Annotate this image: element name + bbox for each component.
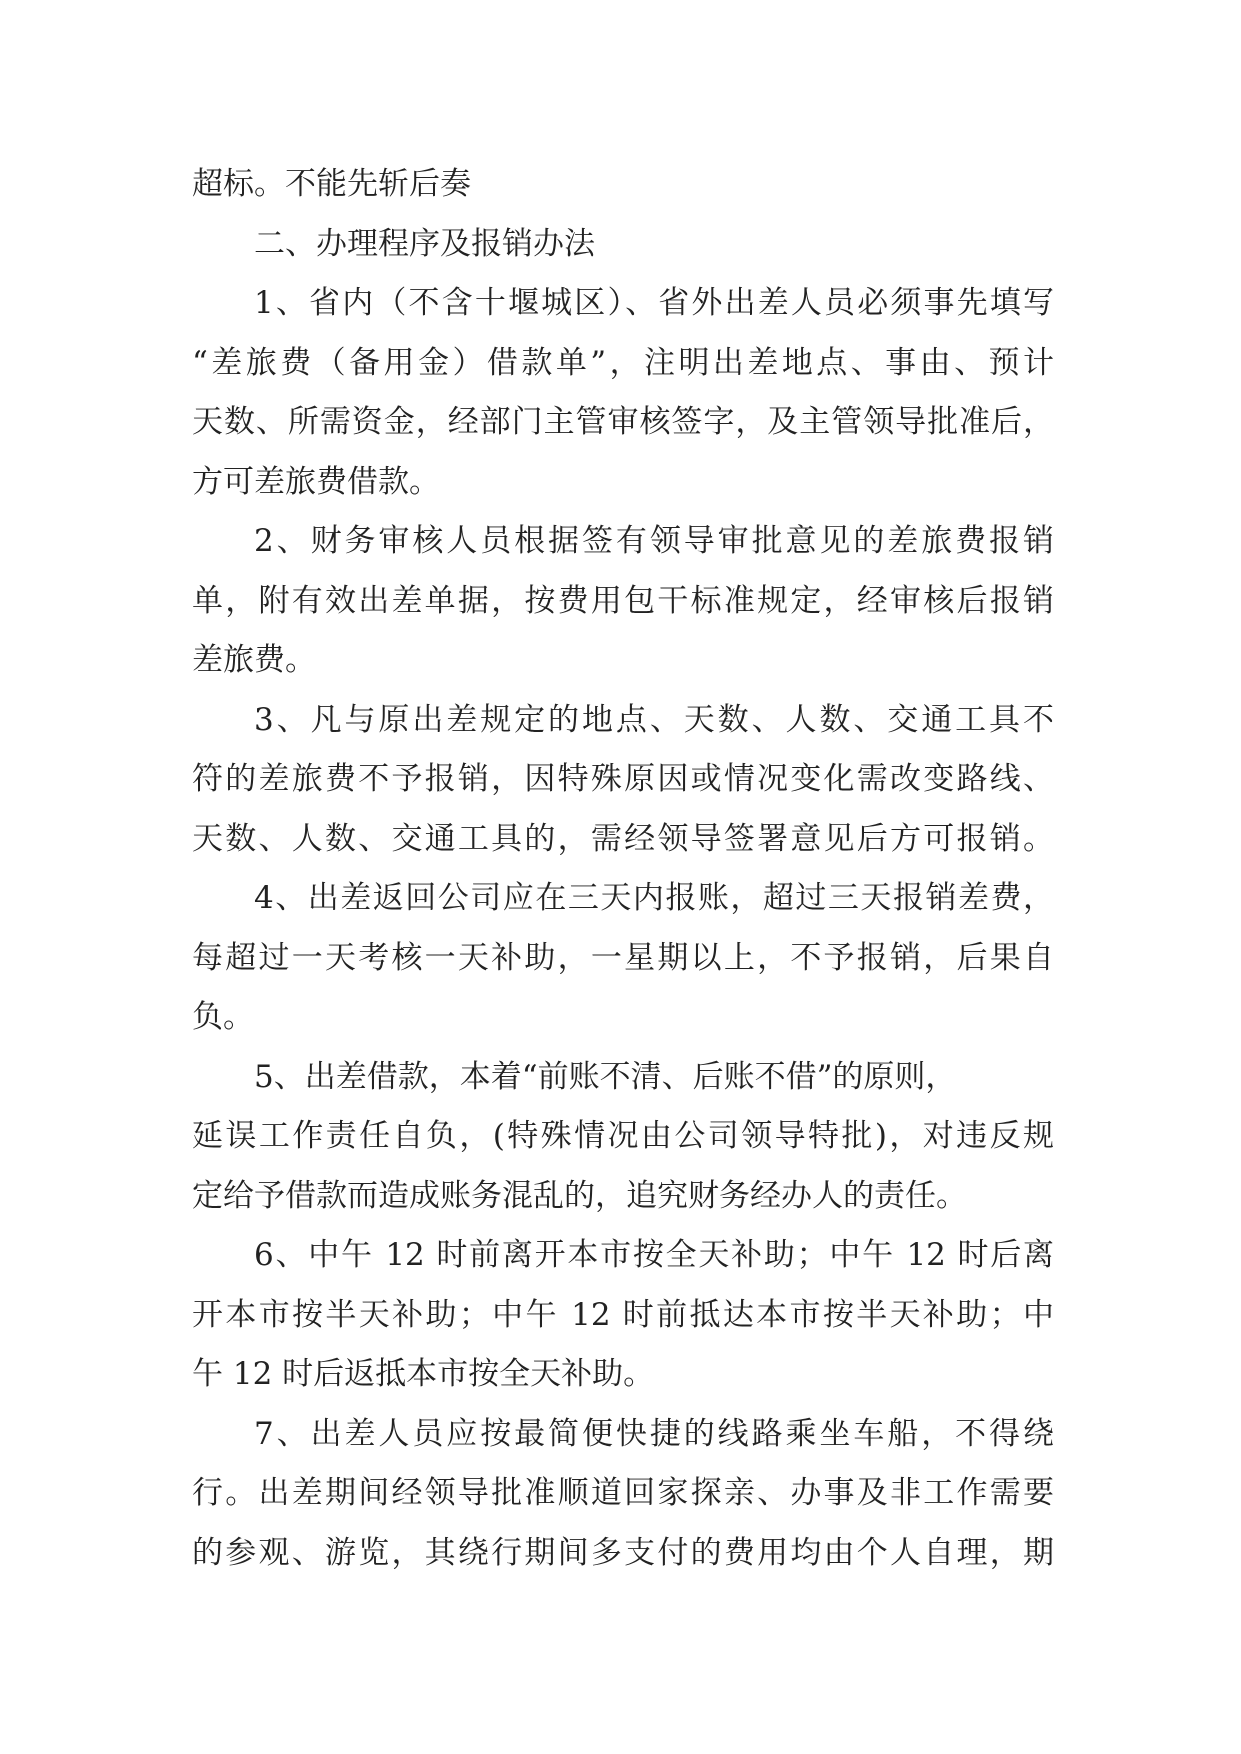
paragraph-line: 方可差旅费借款。 xyxy=(192,463,440,500)
paragraph-line: 天数、人数、交通工具的，需经领导签署意见后方可报销。 xyxy=(192,820,1054,857)
paragraph-line: 差旅费。 xyxy=(192,642,316,678)
paragraph-line: 符的差旅费不予报销，因特殊原因或情况变化需改变路线、 xyxy=(192,761,1054,797)
text-line: 超标。不能先斩后奏 xyxy=(192,166,471,202)
paragraph-line: 行。出差期间经领导批准顺道回家探亲、办事及非工作需要 xyxy=(192,1475,1054,1511)
paragraph-line: 4、出差返回公司应在三天内报账，超过三天报销差费， xyxy=(254,880,1054,916)
document-page xyxy=(192,155,1054,1583)
paragraph-line: 每超过一天考核一天补助，一星期以上，不予报销，后果自 xyxy=(192,939,1054,976)
paragraph-line: 3、凡与原出差规定的地点、天数、人数、交通工具不 xyxy=(254,701,1054,738)
paragraph-line: “差旅费（备用金）借款单”，注明出差地点、事由、预计 xyxy=(192,344,1054,381)
paragraph-line: 7、出差人员应按最简便快捷的线路乘坐车船，不得绕 xyxy=(254,1415,1054,1452)
paragraph-line: 延误工作责任自负，(特殊情况由公司领导特批)，对违反规 xyxy=(192,1118,1054,1154)
paragraph-line: 开本市按半天补助；中午 12 时前抵达本市按半天补助；中 xyxy=(192,1296,1054,1333)
paragraph-line: 天数、所需资金，经部门主管审核签字，及主管领导批准后， xyxy=(192,404,1054,440)
paragraph-line: 负。 xyxy=(192,999,254,1035)
paragraph-line: 定给予借款而造成账务混乱的，追究财务经办人的责任。 xyxy=(192,1177,967,1214)
paragraph-line: 午 12 时后返抵本市按全天补助。 xyxy=(192,1356,655,1392)
paragraph-line: 单，附有效出差单据，按费用包干标准规定，经审核后报销 xyxy=(192,582,1054,619)
paragraph-line: 6、中午 12 时前离开本市按全天补助；中午 12 时后离 xyxy=(254,1237,1054,1273)
paragraph-line: 5、出差借款，本着“前账不清、后账不借”的原则， xyxy=(254,1058,957,1095)
paragraph-line: 1、省内（不含十堰城区）、省外出差人员必须事先填写 xyxy=(254,285,1054,321)
paragraph-line: 2、财务审核人员根据签有领导审批意见的差旅费报销 xyxy=(254,523,1054,559)
paragraph-line: 的参观、游览，其绕行期间多支付的费用均由个人自理，期 xyxy=(192,1534,1054,1571)
section-heading: 二、办理程序及报销办法 xyxy=(254,225,595,262)
